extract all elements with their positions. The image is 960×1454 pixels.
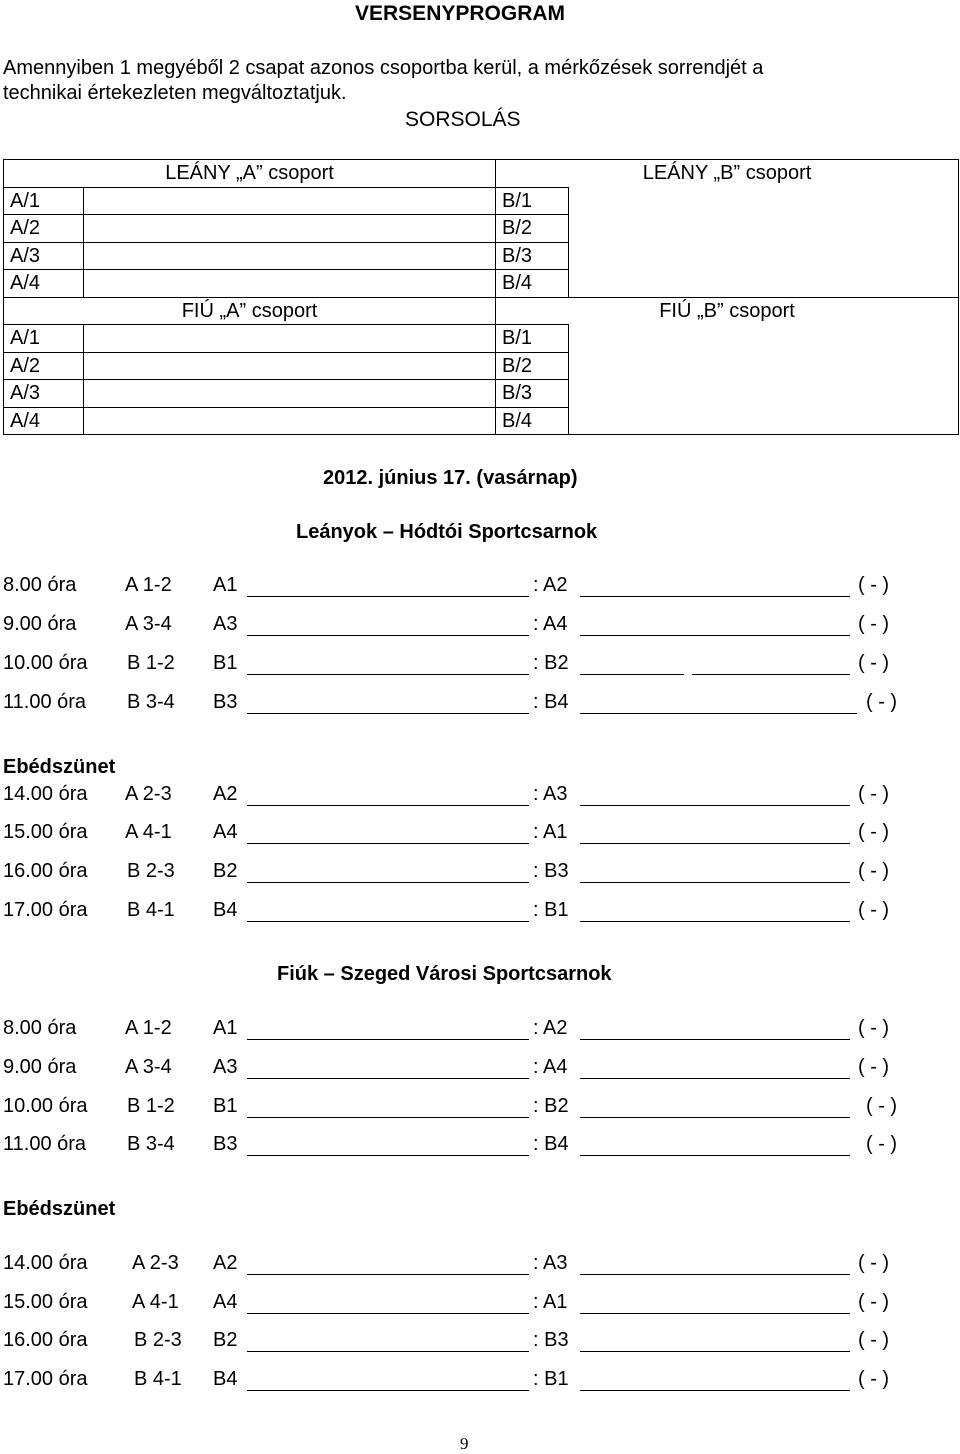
match-time: 14.00 óra xyxy=(3,1252,88,1274)
match-code: A 3-4 xyxy=(125,613,172,635)
match-time: 11.00 óra xyxy=(3,1133,87,1155)
girls-a-team-cell xyxy=(84,242,496,270)
home-team: B1 xyxy=(213,1095,238,1117)
away-team-line xyxy=(580,1274,850,1275)
boys-header-row xyxy=(4,297,959,325)
away-team: : A4 xyxy=(533,1056,568,1078)
away-team: : A2 xyxy=(533,574,568,596)
match-result: ( - ) xyxy=(858,899,890,921)
home-team: A4 xyxy=(213,821,238,843)
boys-b-cell: B/4 xyxy=(496,407,569,435)
match-code: A 4-1 xyxy=(125,821,172,843)
away-team-line xyxy=(580,1117,850,1118)
match-code: B 3-4 xyxy=(127,1133,175,1155)
match-code: B 4-1 xyxy=(134,1368,182,1390)
home-team-line xyxy=(247,1155,529,1156)
away-team-line xyxy=(580,843,850,844)
match-code: A 1-2 xyxy=(125,574,172,596)
match-time: 9.00 óra xyxy=(3,613,77,635)
event-date: 2012. június 17. (vasárnap) xyxy=(323,467,578,489)
match-row xyxy=(0,1368,960,1398)
girls-b-team-cell xyxy=(569,187,959,297)
away-team: : A1 xyxy=(533,1291,568,1313)
home-team-line xyxy=(247,1313,529,1314)
match-row xyxy=(0,652,960,682)
home-team-line xyxy=(247,921,529,922)
home-team: B4 xyxy=(213,1368,238,1390)
match-row xyxy=(0,574,960,604)
match-result: ( - ) xyxy=(858,1056,890,1078)
boys-break: Ebédszünet xyxy=(3,1198,116,1220)
home-team: B2 xyxy=(213,1329,238,1351)
match-result: ( - ) xyxy=(858,1017,890,1039)
home-team-line xyxy=(247,1274,529,1275)
girls-a-team-cell xyxy=(84,270,496,298)
away-team-line xyxy=(580,674,684,675)
boys-a-cell: A/3 xyxy=(4,380,84,408)
match-time: 17.00 óra xyxy=(3,899,88,921)
away-team: : B4 xyxy=(533,691,569,713)
match-result: ( - ) xyxy=(858,860,890,882)
away-team: : A3 xyxy=(533,783,568,805)
girls-header-row xyxy=(4,160,959,188)
boys-a-cell: A/1 xyxy=(4,325,84,353)
away-team-line xyxy=(580,805,850,806)
intro-line-1: Amennyiben 1 megyéből 2 csapat azonos csoportba kerül, a mérkőzések sorrendjét a xyxy=(3,57,764,79)
girls-b-header: LEÁNY „B” csoport xyxy=(496,160,959,188)
match-time: 9.00 óra xyxy=(3,1056,77,1078)
home-team: B4 xyxy=(213,899,238,921)
away-team: : A4 xyxy=(533,613,568,635)
home-team-line xyxy=(247,1039,529,1040)
away-team: : A3 xyxy=(533,1252,568,1274)
away-team-line xyxy=(580,635,850,636)
girls-b-cell: B/2 xyxy=(496,215,569,243)
away-team: : B2 xyxy=(533,1095,569,1117)
away-team: : B1 xyxy=(533,899,569,921)
match-code: A 1-2 xyxy=(125,1017,172,1039)
match-result: ( - ) xyxy=(866,1095,898,1117)
match-code: A 3-4 xyxy=(125,1056,172,1078)
match-code: A 4-1 xyxy=(132,1291,179,1313)
match-code: A 2-3 xyxy=(132,1252,179,1274)
boys-a-team-cell xyxy=(84,325,496,353)
page-number: 9 xyxy=(460,1434,469,1453)
match-result: ( - ) xyxy=(858,821,890,843)
match-time: 17.00 óra xyxy=(3,1368,88,1390)
match-code: B 4-1 xyxy=(127,899,175,921)
away-team-line xyxy=(580,1039,850,1040)
girls-a-cell: A/1 xyxy=(4,187,84,215)
match-result: ( - ) xyxy=(858,574,890,596)
away-team-line xyxy=(580,1351,850,1352)
match-result: ( - ) xyxy=(858,1368,890,1390)
away-team: : B1 xyxy=(533,1368,569,1390)
girls-a-cell: A/3 xyxy=(4,242,84,270)
match-time: 16.00 óra xyxy=(3,860,88,882)
home-team-line xyxy=(247,1117,529,1118)
table-row xyxy=(4,187,959,215)
away-team: : B3 xyxy=(533,860,569,882)
match-row xyxy=(0,860,960,890)
match-row xyxy=(0,821,960,851)
away-team-line xyxy=(580,596,850,597)
away-team-line xyxy=(580,1313,850,1314)
match-row xyxy=(0,1329,960,1359)
table-row xyxy=(4,325,959,353)
match-time: 15.00 óra xyxy=(3,1291,88,1313)
match-row xyxy=(0,1017,960,1047)
draw-title: SORSOLÁS xyxy=(405,108,521,131)
away-team: : A2 xyxy=(533,1017,568,1039)
home-team-line xyxy=(247,843,529,844)
home-team: B3 xyxy=(213,1133,238,1155)
away-team-line xyxy=(580,1078,850,1079)
home-team-line xyxy=(247,805,529,806)
boys-a-team-cell xyxy=(84,380,496,408)
home-team: A1 xyxy=(213,1017,238,1039)
match-result: ( - ) xyxy=(866,691,898,713)
home-team: B2 xyxy=(213,860,238,882)
home-team: B3 xyxy=(213,691,238,713)
girls-break: Ebédszünet xyxy=(3,756,116,778)
away-team-line xyxy=(580,882,850,883)
girls-a-header: LEÁNY „A” csoport xyxy=(4,160,496,188)
match-row xyxy=(0,1291,960,1321)
match-row xyxy=(0,1056,960,1086)
home-team-line xyxy=(247,713,529,714)
girls-a-cell: A/4 xyxy=(4,270,84,298)
boys-a-cell: A/4 xyxy=(4,407,84,435)
draw-table xyxy=(3,159,959,435)
match-row xyxy=(0,613,960,643)
match-time: 10.00 óra xyxy=(3,1095,88,1117)
match-result: ( - ) xyxy=(858,1291,890,1313)
intro-line-2: technikai értekezleten megváltoztatjuk. xyxy=(3,82,347,104)
match-row xyxy=(0,899,960,929)
match-code: B 3-4 xyxy=(127,691,175,713)
home-team-line xyxy=(247,596,529,597)
home-team: A1 xyxy=(213,574,238,596)
away-team-line xyxy=(580,1390,850,1391)
match-result: ( - ) xyxy=(858,1329,890,1351)
boys-venue: Fiúk – Szeged Városi Sportcsarnok xyxy=(277,963,612,985)
page-title: VERSENYPROGRAM xyxy=(355,2,566,25)
girls-b-cell: B/3 xyxy=(496,242,569,270)
match-result: ( - ) xyxy=(858,783,890,805)
boys-b-cell: B/3 xyxy=(496,380,569,408)
home-team-line xyxy=(247,1390,529,1391)
match-code: B 1-2 xyxy=(127,652,175,674)
boys-b-header: FIÚ „B” csoport xyxy=(496,297,959,325)
away-team: : B3 xyxy=(533,1329,569,1351)
match-code: B 1-2 xyxy=(127,1095,175,1117)
home-team: A2 xyxy=(213,1252,238,1274)
home-team: A3 xyxy=(213,613,238,635)
match-result: ( - ) xyxy=(858,652,890,674)
match-time: 11.00 óra xyxy=(3,691,87,713)
girls-venue: Leányok – Hódtói Sportcsarnok xyxy=(296,521,598,543)
match-row xyxy=(0,783,960,813)
match-row xyxy=(0,1133,960,1163)
match-time: 16.00 óra xyxy=(3,1329,88,1351)
boys-b-cell: B/1 xyxy=(496,325,569,353)
boys-a-cell: A/2 xyxy=(4,352,84,380)
away-team: : B2 xyxy=(533,652,569,674)
match-time: 15.00 óra xyxy=(3,821,88,843)
match-row xyxy=(0,691,960,721)
match-time: 8.00 óra xyxy=(3,1017,77,1039)
match-code: A 2-3 xyxy=(125,783,172,805)
home-team-line xyxy=(247,674,529,675)
match-code: B 2-3 xyxy=(134,1329,182,1351)
match-result: ( - ) xyxy=(858,613,890,635)
match-row xyxy=(0,1252,960,1282)
boys-a-header: FIÚ „A” csoport xyxy=(4,297,496,325)
girls-a-cell: A/2 xyxy=(4,215,84,243)
away-team-line xyxy=(580,921,850,922)
away-team-line xyxy=(580,1155,850,1156)
boys-a-team-cell xyxy=(84,407,496,435)
match-result: ( - ) xyxy=(858,1252,890,1274)
match-row xyxy=(0,1095,960,1125)
home-team-line xyxy=(247,635,529,636)
away-team: : B4 xyxy=(533,1133,569,1155)
boys-b-cell: B/2 xyxy=(496,352,569,380)
match-time: 10.00 óra xyxy=(3,652,88,674)
home-team: A3 xyxy=(213,1056,238,1078)
boys-b-team-cell xyxy=(569,325,959,435)
away-team-line xyxy=(692,674,850,675)
girls-b-cell: B/1 xyxy=(496,187,569,215)
boys-a-team-cell xyxy=(84,352,496,380)
home-team: A4 xyxy=(213,1291,238,1313)
girls-a-team-cell xyxy=(84,215,496,243)
match-time: 8.00 óra xyxy=(3,574,77,596)
home-team: A2 xyxy=(213,783,238,805)
match-time: 14.00 óra xyxy=(3,783,88,805)
girls-b-cell: B/4 xyxy=(496,270,569,298)
match-result: ( - ) xyxy=(866,1133,898,1155)
away-team: : A1 xyxy=(533,821,568,843)
home-team-line xyxy=(247,1351,529,1352)
away-team-line xyxy=(580,713,857,714)
home-team-line xyxy=(247,882,529,883)
girls-a-team-cell xyxy=(84,187,496,215)
home-team: B1 xyxy=(213,652,238,674)
match-code: B 2-3 xyxy=(127,860,175,882)
home-team-line xyxy=(247,1078,529,1079)
